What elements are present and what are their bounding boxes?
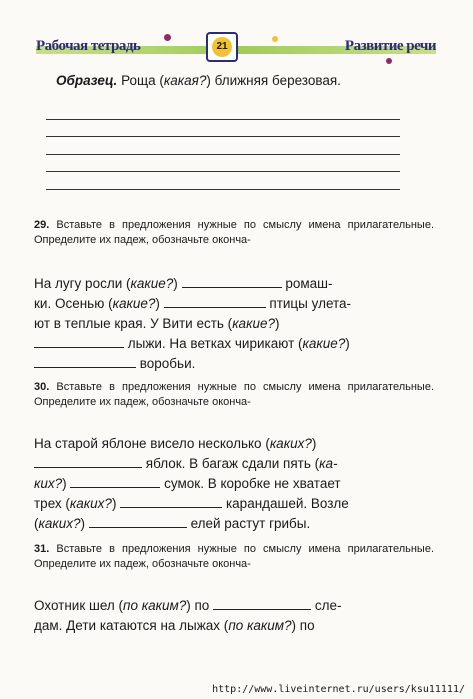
question-word: каких? [269, 436, 312, 451]
text-fragment: ) [173, 276, 178, 291]
answer-blank[interactable] [34, 456, 142, 468]
writing-lines [46, 102, 400, 190]
text-fragment: птицы улета- [269, 296, 352, 311]
text-fragment: Охотник шел ( [34, 598, 124, 613]
answer-blank[interactable] [213, 598, 311, 610]
text-fragment: карандашей. Возле [225, 496, 349, 511]
question-word: какие? [232, 316, 275, 331]
page-number-badge [206, 32, 238, 62]
decor-dot-icon [272, 36, 278, 42]
text-fragment: ки. Осенью ( [34, 296, 113, 311]
answer-blank[interactable] [34, 336, 124, 348]
answer-blank[interactable] [70, 476, 160, 488]
sample-text: ) ближняя березовая. [206, 73, 341, 88]
question-word: каких? [38, 516, 81, 531]
decor-dot-icon [164, 34, 171, 41]
task-31-text [34, 596, 434, 636]
decor-dot-icon [386, 58, 392, 64]
question-word: какие? [112, 296, 156, 311]
question-word: какие? [130, 276, 174, 291]
answer-blank[interactable] [120, 496, 222, 508]
text-fragment: лыжи. На ветках чирикают ( [127, 336, 303, 351]
task-30-text [34, 434, 434, 534]
brand-right: Развитие речи [344, 38, 436, 54]
text-fragment: дам. Дети катаются на лыжах ( [34, 618, 229, 633]
answer-blank[interactable] [182, 276, 282, 288]
text-fragment: ) [80, 516, 86, 531]
task-31-instruction [34, 542, 434, 572]
text-fragment: На старой яблоне висело несколько ( [34, 436, 270, 451]
question-word: ких? [34, 476, 63, 491]
text-fragment: яблок. В багаж сдали пять ( [145, 456, 320, 471]
writing-line[interactable] [46, 155, 400, 173]
answer-blank[interactable] [164, 296, 266, 308]
task-29-text [34, 274, 434, 374]
task-text: Вставьте в предложения нужные по смыслу имена прилагательные. Определите их падеж, обозначьте оконча- [34, 543, 434, 570]
task-number: 30. [34, 381, 50, 393]
task-number: 29. [34, 219, 50, 231]
text-fragment: сле- [314, 598, 342, 613]
text-fragment: ) по [186, 598, 210, 613]
writing-line[interactable] [46, 120, 400, 138]
text-fragment: ) [111, 496, 117, 511]
text-fragment: ) [311, 436, 317, 451]
task-text: Вставьте в предложения нужные по смыслу имена прилагательные. Определите их падеж, обозначьте оконча- [34, 381, 434, 408]
sample-question: какая? [163, 73, 207, 88]
text-fragment: ют в теплые края. У Вити есть ( [34, 316, 233, 331]
text-fragment: ромаш- [285, 276, 333, 291]
text-fragment: На лугу росли ( [34, 276, 131, 291]
brand-left: Рабочая тетрадь [36, 38, 141, 54]
text-fragment: воробьи. [139, 356, 196, 371]
writing-line[interactable] [46, 137, 400, 155]
answer-blank[interactable] [89, 516, 187, 528]
question-word: каких? [69, 496, 112, 511]
workbook-header [36, 32, 436, 66]
task-30-instruction [34, 380, 434, 410]
task-text: Вставьте в предложения нужные по смыслу имена прилагательные. Определите их падеж, обозначьте оконча- [34, 219, 434, 246]
source-url[interactable]: http://www.liveinternet.ru/users/ksu11111/ [212, 684, 465, 695]
question-word: какие? [302, 336, 346, 351]
text-fragment: ( [34, 516, 39, 531]
question-word: ка- [319, 456, 338, 471]
text-fragment: трех ( [34, 496, 70, 511]
text-fragment: ) [62, 476, 67, 491]
question-word: по каким? [228, 618, 292, 633]
text-fragment: ) [345, 336, 350, 351]
sample-text: Роща ( [121, 73, 164, 88]
answer-blank[interactable] [34, 356, 136, 368]
text-fragment: ) [274, 316, 280, 331]
text-fragment: ) по [291, 618, 315, 633]
text-fragment: ) [155, 296, 160, 311]
text-fragment: сумок. В коробке не хватает [164, 476, 341, 491]
sample-line [56, 73, 341, 88]
task-number: 31. [34, 543, 50, 555]
text-fragment: елей растут грибы. [190, 516, 311, 531]
sample-label: Образец. [56, 73, 118, 88]
page-number: 21 [212, 37, 232, 57]
writing-line[interactable] [46, 172, 400, 190]
question-word: по каким? [123, 598, 187, 613]
writing-line[interactable] [46, 102, 400, 120]
task-29-instruction [34, 218, 434, 248]
